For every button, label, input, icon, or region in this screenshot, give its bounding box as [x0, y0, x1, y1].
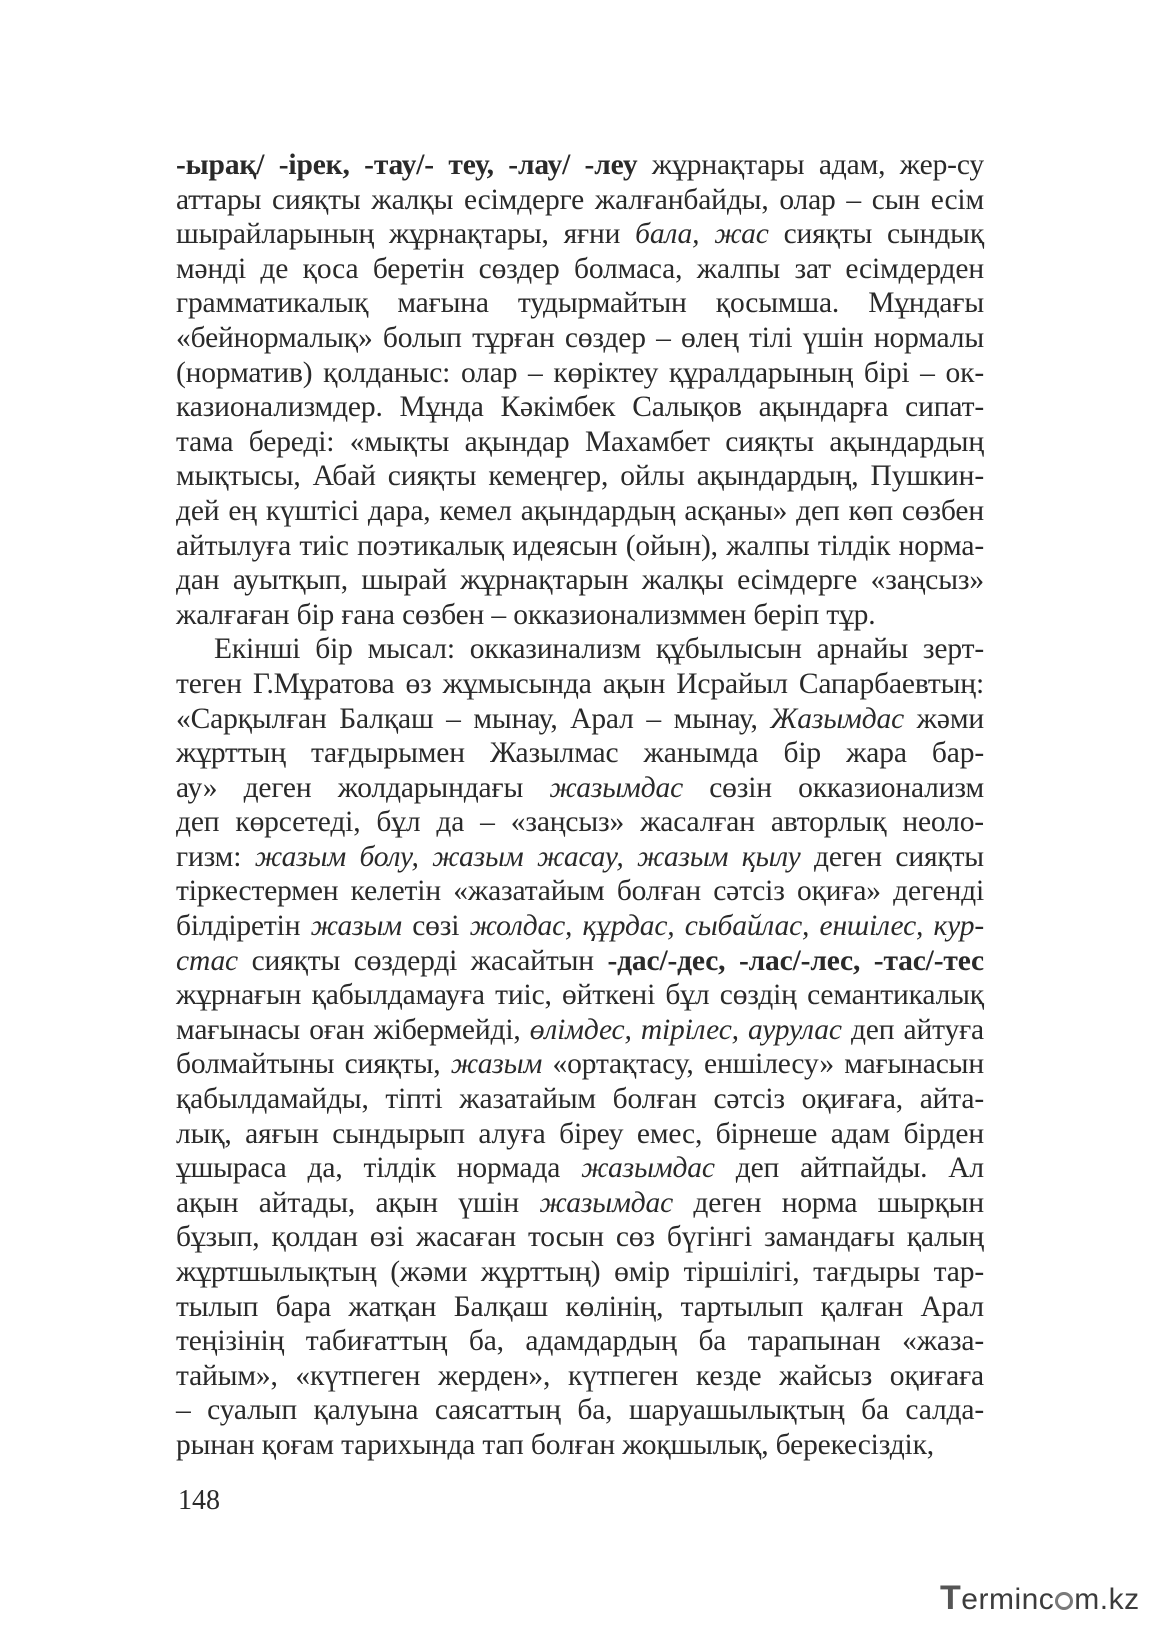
- text-line: [176, 909, 984, 944]
- text-line: [176, 840, 984, 875]
- text-segment: дей ең күштісі дара, кемел ақындардың асқаны» деп көп сөзбен: [176, 494, 984, 527]
- text-segment: жәми: [904, 702, 985, 735]
- text-line: [176, 1117, 984, 1152]
- terminkom-watermark-logo: [940, 1578, 1140, 1620]
- watermark-ring-icon: [1055, 1592, 1073, 1610]
- italic-segment: жазымдас: [549, 771, 684, 804]
- italic-segment: жазым: [450, 1048, 543, 1081]
- text-segment: тама береді: «мықты ақындар Махамбет сияқты ақындардың: [176, 425, 984, 458]
- text-line: [176, 702, 984, 737]
- text-line: [176, 425, 984, 460]
- text-segment: деп айтпайды. Ал: [714, 1152, 984, 1185]
- text-line: [176, 217, 984, 252]
- text-segment: сөзін окказионализм: [683, 771, 984, 804]
- text-segment: деген норма шырқын: [673, 1186, 984, 1219]
- text-line: [176, 494, 984, 529]
- text-segment: қабылдамайды, тіпті жазатайым болған сәтсіз оқиғаға, айта-: [176, 1083, 984, 1116]
- text-segment: жұрнағын қабылдамауға тиіс, өйткені бұл сөздің семантикалық: [176, 979, 984, 1012]
- text-segment: ұшыраса да, тілдік нормада: [176, 1152, 582, 1185]
- text-segment: «ортақтасу, еншілесу» мағынасын: [542, 1048, 984, 1081]
- italic-segment: жазымдас: [539, 1186, 674, 1219]
- italic-segment: жазымдас: [581, 1152, 715, 1185]
- text-line: [176, 771, 984, 806]
- text-segment: теген Г.Мұратова өз жұмысында ақын Исрайыл Сапарбаевтың:: [176, 667, 984, 700]
- text-segment: ақын айтады, ақын үшін: [176, 1186, 540, 1219]
- text-segment: Екінші бір мысал: окказинализм құбылысын арнайы зерт-: [214, 633, 984, 666]
- watermark-text-start: erminc: [961, 1583, 1055, 1616]
- text-segment: лық, аяғын сындырып алуға біреу емес, бірнеше адам бірден: [176, 1117, 984, 1150]
- text-line: [176, 1255, 984, 1290]
- text-segment: «Сарқылған Балқаш – мынау, Арал – мынау,: [176, 702, 771, 735]
- text-line: [176, 390, 984, 425]
- text-segment: ау» деген жолдарындағы: [176, 771, 550, 804]
- italic-segment: жазым болу, жазым жасау, жазым қылу: [254, 840, 801, 873]
- text-line: [176, 978, 984, 1013]
- italic-segment: өлімдес, тірілес, аурулас: [529, 1013, 842, 1046]
- text-line: [176, 1186, 984, 1221]
- text-line: [176, 874, 984, 909]
- text-segment: аттары сияқты жалқы есімдерге жалғанбайды, олар – сын есім: [176, 183, 984, 216]
- page-number: 148: [178, 1485, 220, 1516]
- text-segment: жұрнақтары адам, жер-су: [637, 149, 984, 181]
- text-line: [176, 321, 984, 356]
- text-segment: деген сияқты: [800, 840, 984, 873]
- text-segment: деп айтуға: [841, 1013, 984, 1046]
- text-segment: деп көрсетеді, бұл да – «заңсыз» жасалған авторлық неоло-: [176, 806, 984, 839]
- text-segment: рынан қоғам тарихында тап болған жоқшылық, берекесіздік,: [176, 1428, 935, 1461]
- watermark-t-letter: T: [940, 1579, 962, 1617]
- text-line: [176, 1013, 984, 1048]
- text-segment: сөзі: [401, 910, 470, 943]
- text-line: [176, 598, 984, 633]
- text-line: [176, 286, 984, 321]
- text-segment: шырайларының жұрнақтары, яғни: [176, 218, 636, 251]
- italic-segment: Жазымдас: [770, 702, 905, 735]
- italic-segment: жолдас, құрдас, сыбайлас, еншілес, кур-: [469, 910, 984, 943]
- text-line: [176, 1082, 984, 1117]
- text-line: [176, 1047, 984, 1082]
- watermark-text-end: m.kz: [1074, 1583, 1140, 1616]
- text-line: [176, 736, 984, 771]
- text-line: [176, 1151, 984, 1186]
- italic-segment: жазым: [310, 910, 402, 943]
- text-segment: дан ауытқып, шырай жұрнақтарын жалқы есімдерге «заңсыз»: [176, 564, 984, 597]
- text-line: [176, 183, 984, 218]
- text-segment: мықтысы, Абай сияқты кемеңгер, ойлы ақындардың, Пушкин-: [176, 460, 984, 493]
- text-segment: сияқты сөздерді жасайтын: [238, 944, 608, 977]
- text-segment: (норматив) қолданыс: олар – көріктеу құралдарының бірі – ок-: [176, 356, 984, 389]
- italic-segment: бала, жас: [635, 218, 769, 251]
- text-segment: мағынасы оған жібермейді,: [176, 1013, 530, 1046]
- text-segment: тіркестермен келетін «жазатайым болған сәтсіз оқиға» дегенді: [176, 875, 984, 908]
- text-line: [176, 1393, 984, 1428]
- text-line: [176, 805, 984, 840]
- bold-segment: -ырақ/ -ірек, -тау/- теу, -лау/ -леу: [176, 149, 638, 181]
- text-line: [176, 1359, 984, 1394]
- text-segment: гизм:: [176, 840, 255, 873]
- text-line: [176, 563, 984, 598]
- text-segment: білдіретін: [176, 910, 311, 943]
- text-line: [176, 252, 984, 287]
- text-segment: тылып бара жатқан Балқаш көлінің, тартылып қалған Арал: [176, 1290, 984, 1323]
- text-line: [176, 1428, 984, 1463]
- text-segment: сияқты сындық: [768, 218, 985, 251]
- text-segment: бұзып, қолдан өзі жасаған тосын сөз бүгінгі замандағы қалың: [176, 1221, 984, 1254]
- text-segment: айтылуға тиіс поэтикалық идеясын (ойын), жалпы тілдік норма-: [176, 529, 984, 562]
- text-segment: жұртшылықтың (жәми жұрттың) өмір тіршілігі, тағдыры тар-: [176, 1256, 984, 1288]
- text-segment: болмайтыны сияқты,: [176, 1048, 451, 1081]
- text-line: [176, 1220, 984, 1255]
- text-line: [176, 1290, 984, 1325]
- text-segment: «бейнормалық» болып тұрған сөздер – өлең тілі үшін нормалы: [176, 321, 984, 354]
- text-line: [176, 944, 984, 979]
- text-segment: казионализмдер. Мұнда Кәкімбек Салықов ақындарға сипат-: [176, 391, 984, 424]
- italic-segment: стас: [176, 944, 239, 977]
- text-segment: грамматикалық мағына тудырмайтын қосымша. Мұндағы: [176, 287, 984, 320]
- bold-segment: -дас/-дес, -лас/-лес, -тас/-тес: [607, 944, 984, 977]
- text-segment: жұрттың тағдырымен Жазылмас жанымда бір жара бар-: [176, 737, 984, 770]
- text-line: [176, 459, 984, 494]
- text-line: [176, 529, 984, 564]
- text-segment: мәнді де қоса беретін сөздер болмаса, жалпы зат есімдерден: [176, 252, 984, 285]
- text-segment: – суалып қалуына саясаттың ба, шаруашылықтың ба салда-: [176, 1394, 984, 1427]
- text-segment: тайым», «күтпеген жерден», күтпеген кезде жайсыз оқиғаға: [176, 1359, 984, 1392]
- text-line: [176, 148, 984, 183]
- text-line: [176, 356, 984, 391]
- text-segment: теңізінің табиғаттың ба, адамдардың ба тарапынан «жаза-: [176, 1325, 984, 1358]
- text-line: [176, 667, 984, 702]
- text-line: [176, 632, 984, 667]
- text-segment: жалғаған бір ғана сөзбен – окказионализммен беріп тұр.: [176, 598, 876, 631]
- body-text: [176, 148, 984, 1463]
- text-line: [176, 1324, 984, 1359]
